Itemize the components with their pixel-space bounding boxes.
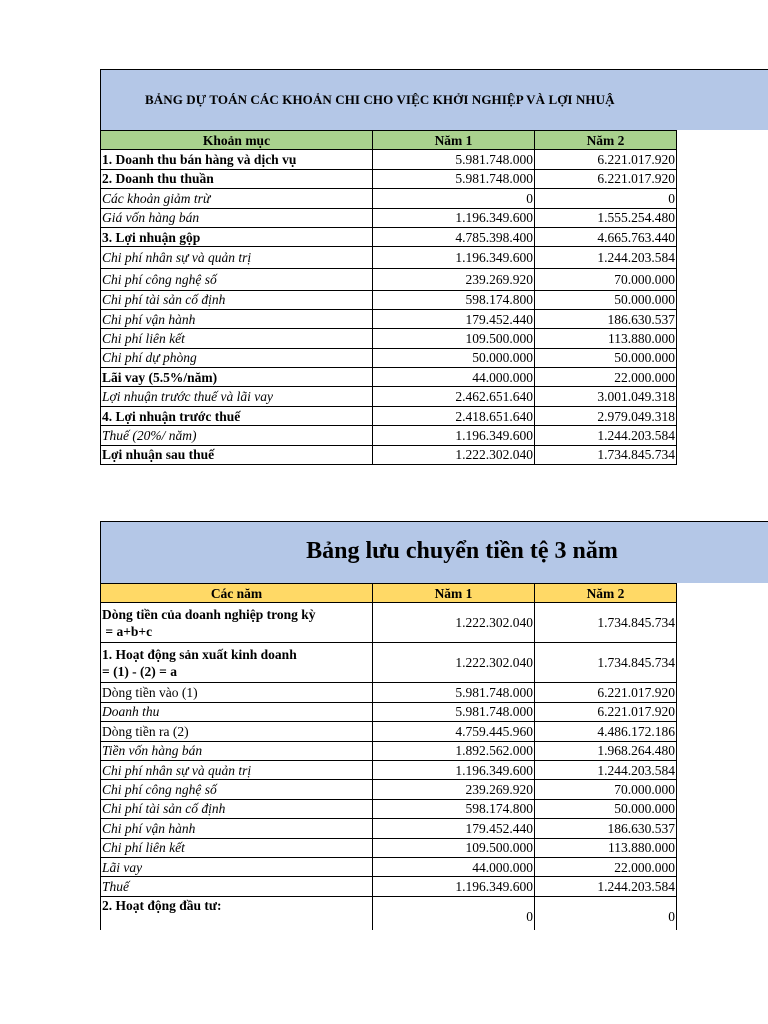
table-row — [101, 877, 677, 896]
header-cell: Năm 1 — [373, 131, 535, 150]
table-row — [101, 702, 677, 721]
year2-value: 70.000.000 — [535, 780, 677, 799]
row-label: Lãi vay (5.5%/năm) — [101, 368, 373, 387]
table-row — [101, 387, 677, 406]
year2-value: 1.244.203.584 — [535, 247, 677, 269]
row-label-line: 2. Hoạt động đầu tư: — [102, 897, 222, 913]
table-row — [101, 643, 677, 683]
table-row — [101, 741, 677, 760]
table-row — [101, 683, 677, 702]
year2-value: 3.001.049.318 — [535, 387, 677, 406]
header-cell: Năm 1 — [373, 584, 535, 603]
row-label: Các khoản giảm trừ — [101, 189, 373, 208]
year1-value: 239.269.920 — [373, 780, 535, 799]
year2-value: 2.979.049.318 — [535, 406, 677, 425]
year1-value: 1.196.349.600 — [373, 247, 535, 269]
year2-value: 113.880.000 — [535, 329, 677, 348]
budget-title: BẢNG DỰ TOÁN CÁC KHOẢN CHI CHO VIỆC KHỞI NGHIỆP VÀ LỢI NHUẬ — [145, 92, 615, 107]
year2-value: 186.630.537 — [535, 819, 677, 838]
year1-value: 1.222.302.040 — [373, 603, 535, 643]
cashflow-table — [100, 583, 677, 930]
year2-value: 4.486.172.186 — [535, 722, 677, 741]
year2-value: 113.880.000 — [535, 838, 677, 857]
row-label — [101, 643, 373, 683]
header-cell: Các năm — [101, 584, 373, 603]
year1-value: 1.892.562.000 — [373, 741, 535, 760]
year2-value: 1.734.845.734 — [535, 603, 677, 643]
row-label — [101, 896, 373, 930]
row-label: Chi phí vận hành — [101, 309, 373, 328]
year2-value: 1.244.203.584 — [535, 877, 677, 896]
year1-value: 44.000.000 — [373, 857, 535, 876]
row-label: Chi phí tài sản cố định — [101, 799, 373, 818]
table-row — [101, 309, 677, 328]
row-label: Chi phí công nghệ số — [101, 268, 373, 290]
year1-value: 1.222.302.040 — [373, 445, 535, 464]
row-label: Chi phí vận hành — [101, 819, 373, 838]
year1-value: 1.196.349.600 — [373, 426, 535, 445]
table-row — [101, 290, 677, 309]
year1-value: 2.418.651.640 — [373, 406, 535, 425]
row-label: Chi phí nhân sự và quản trị — [101, 247, 373, 269]
row-label: 1. Doanh thu bán hàng và dịch vụ — [101, 150, 373, 169]
year2-value: 4.665.763.440 — [535, 227, 677, 246]
row-label-line: = (1) - (2) = a — [102, 663, 177, 679]
year1-value: 0 — [373, 189, 535, 208]
row-label — [101, 603, 373, 643]
row-label: Giá vốn hàng bán — [101, 208, 373, 227]
row-label: Chi phí dự phòng — [101, 348, 373, 367]
row-label: Lợi nhuận sau thuế — [101, 445, 373, 464]
year1-value: 109.500.000 — [373, 838, 535, 857]
year1-value: 0 — [373, 896, 535, 930]
year2-value: 1.968.264.480 — [535, 741, 677, 760]
table-row — [101, 603, 677, 643]
cashflow-header-row — [101, 584, 677, 603]
row-label: Chi phí công nghệ số — [101, 780, 373, 799]
row-label-line: Dòng tiền của doanh nghiệp trong kỳ — [102, 606, 316, 622]
year1-value: 1.196.349.600 — [373, 208, 535, 227]
year1-value: 4.759.445.960 — [373, 722, 535, 741]
row-label: Lợi nhuận trước thuế và lãi vay — [101, 387, 373, 406]
table-row — [101, 227, 677, 246]
year2-value: 50.000.000 — [535, 290, 677, 309]
row-label: Doanh thu — [101, 702, 373, 721]
year1-value: 1.196.349.600 — [373, 760, 535, 779]
year1-value: 239.269.920 — [373, 268, 535, 290]
row-label: Dòng tiền ra (2) — [101, 722, 373, 741]
table-row — [101, 329, 677, 348]
row-label: Lãi vay — [101, 857, 373, 876]
year1-value: 1.222.302.040 — [373, 643, 535, 683]
year2-value: 70.000.000 — [535, 268, 677, 290]
year1-value: 179.452.440 — [373, 819, 535, 838]
row-label: 2. Doanh thu thuần — [101, 169, 373, 188]
table-row — [101, 799, 677, 818]
table-row — [101, 169, 677, 188]
budget-header-row — [101, 131, 677, 150]
row-label: 3. Lợi nhuận gộp — [101, 227, 373, 246]
year1-value: 5.981.748.000 — [373, 702, 535, 721]
year2-value: 1.734.845.734 — [535, 643, 677, 683]
table-row — [101, 348, 677, 367]
row-label: Chi phí nhân sự và quản trị — [101, 760, 373, 779]
table-row — [101, 896, 677, 930]
banner-border — [100, 69, 101, 130]
table-row — [101, 426, 677, 445]
year2-value: 0 — [535, 896, 677, 930]
header-cell: Năm 2 — [535, 131, 677, 150]
year2-value: 50.000.000 — [535, 348, 677, 367]
row-label: Dòng tiền vào (1) — [101, 683, 373, 702]
table-row — [101, 268, 677, 290]
row-label: Tiền vốn hàng bán — [101, 741, 373, 760]
table-row — [101, 780, 677, 799]
table-row — [101, 208, 677, 227]
header-cell: Khoản mục — [101, 131, 373, 150]
row-label: Chi phí tài sản cố định — [101, 290, 373, 309]
year2-value: 22.000.000 — [535, 857, 677, 876]
table-row — [101, 247, 677, 269]
year1-value: 2.462.651.640 — [373, 387, 535, 406]
year1-value: 4.785.398.400 — [373, 227, 535, 246]
year2-value: 1.244.203.584 — [535, 426, 677, 445]
table-row — [101, 406, 677, 425]
table-row — [101, 857, 677, 876]
year1-value: 5.981.748.000 — [373, 150, 535, 169]
row-label-line: = a+b+c — [102, 623, 153, 639]
table-row — [101, 838, 677, 857]
year2-value: 6.221.017.920 — [535, 683, 677, 702]
year1-value: 44.000.000 — [373, 368, 535, 387]
year2-value: 50.000.000 — [535, 799, 677, 818]
row-label: Thuế — [101, 877, 373, 896]
table-row — [101, 760, 677, 779]
year2-value: 6.221.017.920 — [535, 169, 677, 188]
year1-value: 598.174.800 — [373, 799, 535, 818]
year1-value: 1.196.349.600 — [373, 877, 535, 896]
year1-value: 179.452.440 — [373, 309, 535, 328]
year1-value: 5.981.748.000 — [373, 683, 535, 702]
row-label: Chi phí liên kết — [101, 329, 373, 348]
year1-value: 598.174.800 — [373, 290, 535, 309]
year2-value: 0 — [535, 189, 677, 208]
table-row — [101, 445, 677, 464]
year2-value: 1.734.845.734 — [535, 445, 677, 464]
table-row — [101, 722, 677, 741]
budget-table — [100, 130, 677, 465]
cashflow-title: Bảng lưu chuyển tiền tệ 3 năm — [306, 538, 618, 564]
year1-value: 109.500.000 — [373, 329, 535, 348]
row-label: Thuế (20%/ năm) — [101, 426, 373, 445]
year2-value: 6.221.017.920 — [535, 150, 677, 169]
table-row — [101, 368, 677, 387]
year2-value: 6.221.017.920 — [535, 702, 677, 721]
year2-value: 186.630.537 — [535, 309, 677, 328]
year2-value: 1.555.254.480 — [535, 208, 677, 227]
table-row — [101, 189, 677, 208]
table-row — [101, 150, 677, 169]
row-label: 4. Lợi nhuận trước thuế — [101, 406, 373, 425]
header-cell: Năm 2 — [535, 584, 677, 603]
year1-value: 50.000.000 — [373, 348, 535, 367]
row-label: Chi phí liên kết — [101, 838, 373, 857]
year2-value: 22.000.000 — [535, 368, 677, 387]
year1-value: 5.981.748.000 — [373, 169, 535, 188]
year2-value: 1.244.203.584 — [535, 760, 677, 779]
table-row — [101, 819, 677, 838]
row-label-line: 1. Hoạt động sản xuất kinh doanh — [102, 646, 297, 662]
